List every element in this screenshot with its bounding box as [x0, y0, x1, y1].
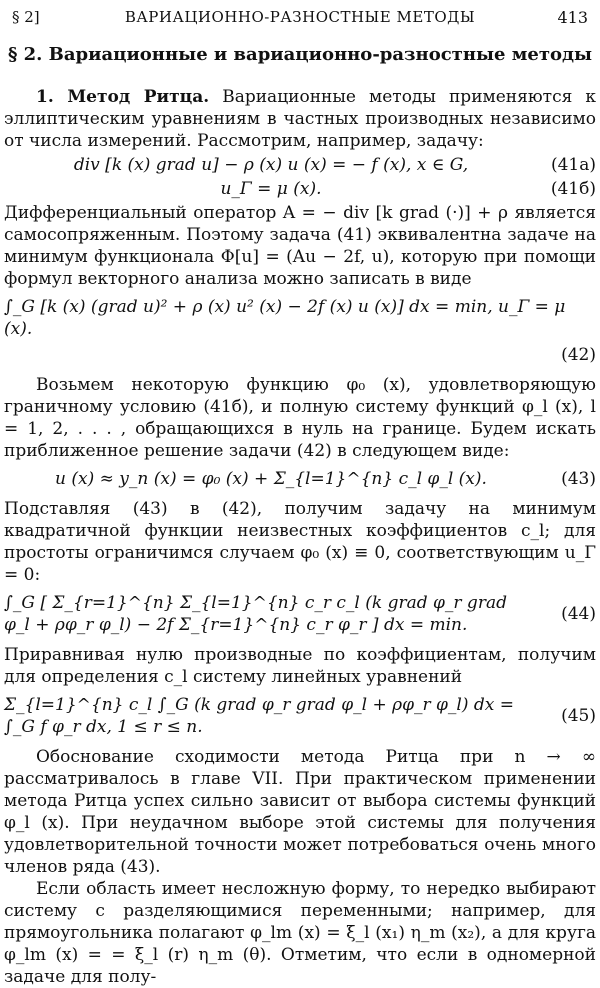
- equation-41a: [4, 154, 596, 176]
- subsection-title: 1. Метод Ритца.: [36, 87, 210, 107]
- equation-44: [4, 592, 596, 636]
- equation-42-number: (42): [561, 345, 596, 365]
- equation-45-formula: Σ_{l=1}^{n} c_l ∫_G (k grad φ_r grad φ_l + ρφ_r φ_l) dx = ∫_G f φ_r dx, 1 ≤ r ≤ n.: [4, 695, 515, 737]
- header-section: § 2]: [12, 8, 40, 26]
- equation-43: [4, 468, 596, 490]
- page-number: 413: [557, 8, 588, 27]
- equation-41b: [4, 178, 596, 200]
- equation-44-formula: ∫_G [ Σ_{r=1}^{n} Σ_{l=1}^{n} c_r c_l (k grad φ_r grad φ_l + ρφ_r φ_l) − 2f Σ_{r=1}^{n} c_r φ_r ] dx = min.: [4, 593, 507, 635]
- header-title: ВАРИАЦИОННО-РАЗНОСТНЫЕ МЕТОДЫ: [124, 8, 476, 26]
- equation-41b-formula: u_Γ = μ (x).: [220, 179, 322, 199]
- equation-43-number: (43): [561, 469, 596, 489]
- paragraph-3: Возьмем некоторую функцию φ₀ (x), удовлетворяющую граничному условию (41б), и полную систему функций φ_l (x), l = 1, 2, . . . , обращающихся в нуль на границе. Будем искать приближенное решение задачи (42) в следующем виде:: [4, 375, 596, 461]
- equation-43-formula: u (x) ≈ y_n (x) = φ₀ (x) + Σ_{l=1}^{n} c_l φ_l (x).: [55, 469, 487, 489]
- paragraph-4: Подставляя (43) в (42), получим задачу на минимум квадратичной функции неизвестных коэффициентов c_l; для простоты ограничимся случаем φ₀ (x) ≡ 0, соответствующим u_Γ = 0:: [4, 499, 596, 585]
- paragraph-2: Дифференциальный оператор A = − div [k grad (·)] + ρ является самосопряженным. Поэтому задача (41) эквивалентна задаче на минимум функционала Φ[u] = (Au − 2f, u), которую при помощи формул векторного анализа можно записать в виде: [4, 203, 596, 289]
- equation-42-formula: ∫_G [k (x) (grad u)² + ρ (x) u² (x) − 2f (x) u (x)] dx = min, u_Γ = μ (x).: [4, 297, 566, 339]
- equation-41b-number: (41б): [550, 179, 596, 199]
- paragraph-1-text: Вариационные методы применяются к эллиптическим уравнениям в частных производных независимо от числа измерений. Рассмотрим, например, задачу:: [4, 87, 596, 151]
- equation-41a-formula: div [k (x) grad u] − ρ (x) u (x) = − f (x), x ∈ G,: [73, 155, 469, 175]
- paragraph-6: Обоснование сходимости метода Ритца при n → ∞ рассматривалось в главе VII. При практическом применении метода Ритца успех сильно зависит от выбора системы функций φ_l (x). При неудачном выборе этой системы для получения удовлетворительной точности может потребоваться очень много членов ряда (43).: [4, 747, 596, 877]
- equation-41a-number: (41а): [550, 155, 596, 175]
- running-header: [12, 8, 588, 30]
- equation-45-number: (45): [561, 706, 596, 726]
- equation-44-number: (44): [561, 604, 596, 624]
- paragraph-1: [4, 86, 596, 152]
- section-title: § 2. Вариационные и вариационно-разностные методы: [7, 44, 593, 65]
- paragraph-5: Приравнивая нулю производные по коэффициентам, получим для определения c_l систему линейных уравнений: [4, 645, 596, 687]
- equation-42: [4, 296, 596, 366]
- equation-45: [4, 694, 596, 738]
- paragraph-7: Если область имеет несложную форму, то нередко выбирают систему с разделяющимися переменными; например, для прямоугольника полагают φ_lm (x) = ξ_l (x₁) η_m (x₂), а для круга φ_lm (x) = = ξ_l (r) η_m (θ). Отметим, что если в одномерной задаче для полу-: [4, 879, 596, 987]
- page-body: [4, 44, 596, 988]
